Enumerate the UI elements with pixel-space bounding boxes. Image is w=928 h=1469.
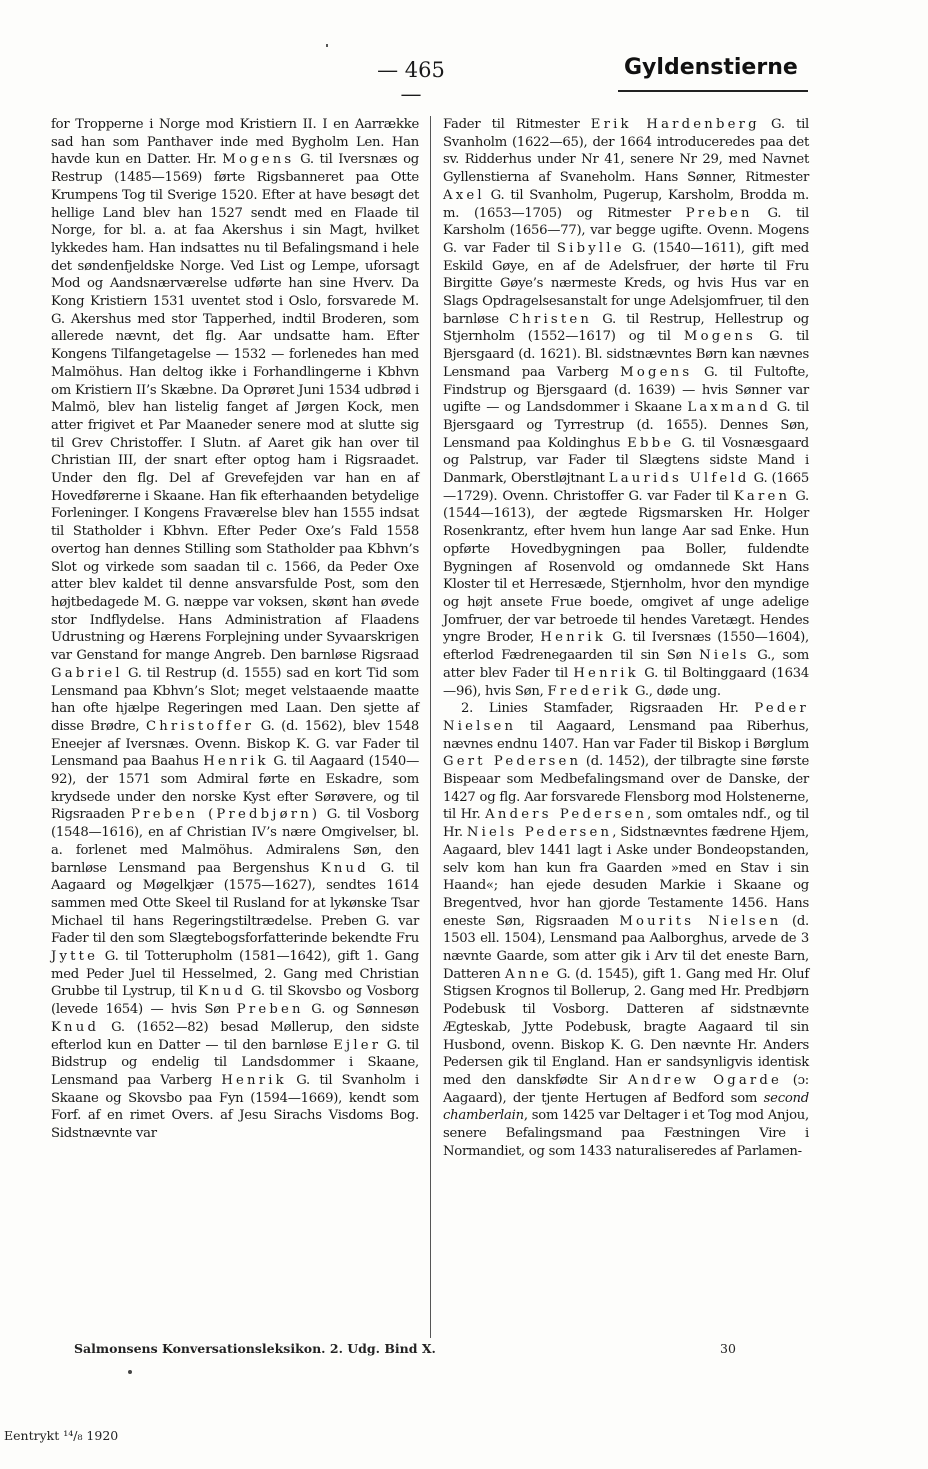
spaced-name: Andrew Ogarde (628, 1072, 783, 1088)
spaced-name: Mogens (620, 364, 693, 380)
reprint-note: Eentrykt ¹⁴/₈ 1920 (4, 1428, 119, 1443)
spaced-name: Knud (320, 860, 369, 876)
speck-mark (326, 44, 328, 47)
spaced-name: Christen (508, 311, 593, 327)
publication-footer: Salmonsens Konversationsleksikon. 2. Udg. Bind X. (74, 1341, 436, 1356)
column-divider (430, 116, 431, 1338)
running-head: Gyldenstierne (624, 55, 798, 80)
spaced-name: Henrik (203, 754, 269, 770)
spaced-name: Knud (51, 1019, 100, 1035)
spaced-name: Henrik (573, 665, 639, 681)
spaced-name: Jytte (51, 949, 99, 965)
spaced-name: Laxmand (687, 400, 772, 416)
spaced-name: Niels (699, 648, 750, 664)
spaced-name: Knud (198, 984, 247, 1000)
spaced-name: Henrik (221, 1072, 287, 1088)
speck-mark (128, 1370, 132, 1374)
spaced-name: Preben (685, 205, 753, 221)
spaced-name: Frederik (547, 683, 632, 699)
spaced-name: Ebbe (627, 435, 675, 451)
spaced-name: Ejler (333, 1037, 382, 1053)
spaced-name: Mogens (222, 152, 295, 168)
spaced-name: Axel (443, 187, 485, 203)
signature-number: 30 (720, 1341, 736, 1356)
italic-phrase: second chamberlain (443, 1090, 809, 1124)
spaced-name: Preben (236, 1002, 304, 1018)
spaced-name: Gabriel (51, 665, 123, 681)
spaced-name: Laurids Ulfeld (608, 471, 750, 487)
spaced-name: Niels Pedersen (466, 825, 613, 841)
spaced-name: Peder Nielsen (443, 701, 809, 734)
right-paragraph-2: 2. Linies Stamfader, Rigsraaden Hr. Peder Nielsen til Aagaard, Lensmand paa Riberhus, nævnes endnu 1407. Han var Fader til Biskop i Børglum Gert Pedersen (d. 1452), der tilbragte sine første Bispeaar som Medbefalingsmand over de Danske, der 1427 og flg. Aar forsvarede Flensborg mod Holstenerne, til Hr. Anders Pedersen, som omtales ndf., og til Hr. Niels Pedersen, Sidstnævntes fædrene Hjem, Aagaard, blev 1441 lagt i Aske under Bondeopstanden, selv kom han kun fra Gaarden »med en Stav i sin Haand«; han ejede desuden Markie i Skaane og Bregentved, hvor han gjorde Testamente 1456. Hans eneste Søn, Rigsraaden Mourits Nielsen (d. 1503 ell. 1504), Lensmand paa Aalborghus, arvede de 3 nævnte Gaarde, som atter gik i Arv til det eneste Barn, Datteren Anne G. (d. 1545), gift 1. Gang med Hr. Oluf Stigsen Krognos til Bollerup, 2. Gang med Hr. Predbjørn Podebusk til Vosborg. Datteren af sidstnævnte Ægteskab, Jytte Podebusk, bragte Aagaard til sin Husbond, ovenn. Biskop K. G. Den nævnte Hr. Anders Pedersen gik til England. Han er sandsynligvis identisk med den danskfødte Sir Andrew Ogarde (ɔ: Aagaard), der tjente Hertugen af Bedford som second chamberlain, som 1425 var Deltager i et Tog mod Anjou, senere Befalingsmand paa Fæstningen Vire i Normandiet, og som 1433 naturaliseredes af Parlamen- (443, 701, 810, 1159)
spaced-name: Gert Pedersen (443, 754, 582, 770)
spaced-name: Henrik (540, 630, 606, 646)
right-paragraph-1: Fader til Ritmester Erik Hardenberg G. til Svanholm (1622—65), der 1664 introduceredes paa det sv. Ridderhus under Nr 41, senere Nr 29, med Navnet Gyllenstierna af Svaneholm. Hans Sønner, Ritmester Axel G. til Svanholm, Pugerup, Karsholm, Brodda m. m. (1653—1705) og Ritmester Preben G. til Karsholm (1656—77), var begge ugifte. Ovenn. Mogens G. var Fader til Sibylle G. (1540—1611), gift med Eskild Gøye, en af de Adelsfruer, der hørte til Fru Birgitte Gøye’s nærmeste Kreds, og hvis Hus var en Slags Opdragelsesanstalt for unge Adelsjomfruer, til den barnløse Christen G. til Restrup, Hellestrup og Stjernholm (1552—1617) og til Mogens G. til Bjersgaard (d. 1621). Bl. sidstnævntes Børn kan nævnes Lensmand paa Varberg Mogens G. til Fultofte, Findstrup og Bjersgaard (d. 1639) — hvis Sønner var ugifte — og Landsdommer i Skaane Laxmand G. til Bjersgaard og Tyrrestrup (d. 1655). Dennes Søn, Lensmand paa Koldinghus Ebbe G. til Vosnæsgaard og Palstrup, var Fader til Slægtens sidste Mand i Danmark, Oberstløjtnant Laurids Ulfeld G. (1665—1729). Ovenn. Christoffer G. var Fader til Karen G. (1544—1613), der ægtede Rigsmarsken Hr. Holger Rosenkrantz, efter hvem hun lange Aar sad Enke. Hun opførte Hovedbygningen paa Boller, fuldendte Bygningen af Rosenvold og omdannede Skt Hans Kloster til et Herresæde, Stjernholm, hvor den myndige og højt ansete Frue boede, omgivet af unge adelige Jomfruer, der var betroede til hendes Varetægt. Hendes yngre Broder, Henrik G. til Iversnæs (1550—1604), efterlod Fædrenegaarden til sin Søn Niels G., som atter blev Fader til Henrik G. til Boltinggaard (1634—96), hvis Søn, Frederik G., døde ung. (443, 117, 810, 699)
spaced-name: Karen (733, 488, 791, 504)
right-column (443, 116, 809, 1160)
left-column (51, 116, 419, 1143)
page-number: — 465 — (377, 58, 445, 106)
spaced-name: Mogens (683, 329, 757, 345)
spaced-name: Anne (505, 966, 553, 982)
header-rule (618, 90, 808, 92)
spaced-name: Anders Pedersen (485, 807, 648, 823)
spaced-name: Christoffer (145, 718, 255, 734)
spaced-name: Mourits Nielsen (619, 913, 782, 929)
left-paragraph: for Tropperne i Norge mod Kristiern II. I en Aarrække sad han som Panthaver inde med Bygholm Len. Han havde kun en Datter. Hr. Mogens G. til Iversnæs og Restrup (1485—1569) førte Rigsbanneret paa Otte Krumpens Tog til Sverige 1520. Efter at have besøgt det hellige Land blev han 1527 sendt med en Flaade til Norge, for bl. a. at faa Akershus i sin Magt, hvilket lykkedes ham. Han indsattes nu til Befalingsmand i hele det søndenfjeldske Norge. Ved List og Lempe, uforsagt Mod og Aandsnærværelse udførte han sine Hverv. Da Kong Kristiern 1531 uventet stod i Oslo, forsvarede M. G. Akershus med stor Tapperhed, indtil Broderen, som allerede nævnt, det flg. Aar undsatte ham. Efter Kongens Tilfangetagelse — 1532 — forlenedes han med Malmöhus. Han deltog ikke i Forhandlingerne i Kbhvn om Kristiern II’s Skæbne. Da Oprøret Juni 1534 udbrød i Malmö, blev han listelig fanget af Jørgen Kock, men atter frigivet et Par Maaneder senere mod at slutte sig til Grev Christoffer. I Slutn. af Aaret gik han over til Christian III, der snart efter optog ham i Rigsraadet. Under den flg. Del af Grevefejden var han en af Hovedførerne i Skaane. Han fik efterhaanden betydelige Forleninger. I Kongens Fraværelse blev han 1555 indsat til Statholder i Kbhvn. Efter Peder Oxe’s Fald 1558 overtog han dennes Stilling som Statholder paa Kbhvn’s Slot og virkede som saadan til c. 1566, da Peder Oxe atter blev kaldet til denne ansvarsfulde Post, som den højtbedagede M. G. næppe var voksen, skønt han øvede stor Indflydelse. Hans Administration af Flaadens Udrustning og Hærens Forplejning under Syvaarskrigen var Genstand for mange Angreb. Den barnløse Rigsraad Gabriel G. til Restrup (d. 1555) sad en kort Tid som Lensmand paa Kbhvn’s Slot; meget velstaaende maatte han ofte hjælpe Regeringen med Laan. Den sjette af disse Brødre, Christoffer G. (d. 1562), blev 1548 Eneejer af Iversnæs. Ovenn. Biskop K. G. var Fader til Lensmand paa Baahus Henrik G. til Aagaard (1540—92), der 1571 som Admiral førte en Eskadre, som krydsede under den norske Kyst efter Sørøvere, og til Rigsraaden Preben (Predbjørn) G. til Vosborg (1548—1616), en af Christian IV’s nære Omgivelser, bl. a. forlenet med Malmöhus. Admiralens Søn, den barnløse Lensmand paa Bergenshus Knud G. til Aagaard og Møgelkjær (1575—1627), sendtes 1614 sammen med Otte Skeel til Rusland for at lykønske Tsar Michael til hans Regeringstiltrædelse. Preben G. var Fader til den som Slægtebogsforfatterinde bekendte Fru Jytte G. til Totterupholm (1581—1642), gift 1. Gang med Peder Juel til Hesselmed, 2. Gang med Christian Grubbe til Lystrup, til Knud G. til Skovsbo og Vosborg (levede 1654) — hvis Søn Preben G. og Sønnesøn Knud G. (1652—82) besad Møllerup, den sidste efterlod kun en Datter — til den barnløse Ejler G. til Bidstrup og endelig til Landsdommer i Skaane, Lensmand paa Varberg Henrik G. til Svanholm i Skaane og Skovsbo paa Fyn (1594—1669), kendt som Forf. af en rimet Overs. af Jesu Sirachs Visdoms Bog. Sidstnævnte var (51, 117, 420, 1142)
spaced-name: Sibylle (556, 240, 625, 256)
spaced-name: Preben (Predbjørn) (131, 807, 321, 823)
spaced-name: Erik Hardenberg (590, 117, 760, 132)
